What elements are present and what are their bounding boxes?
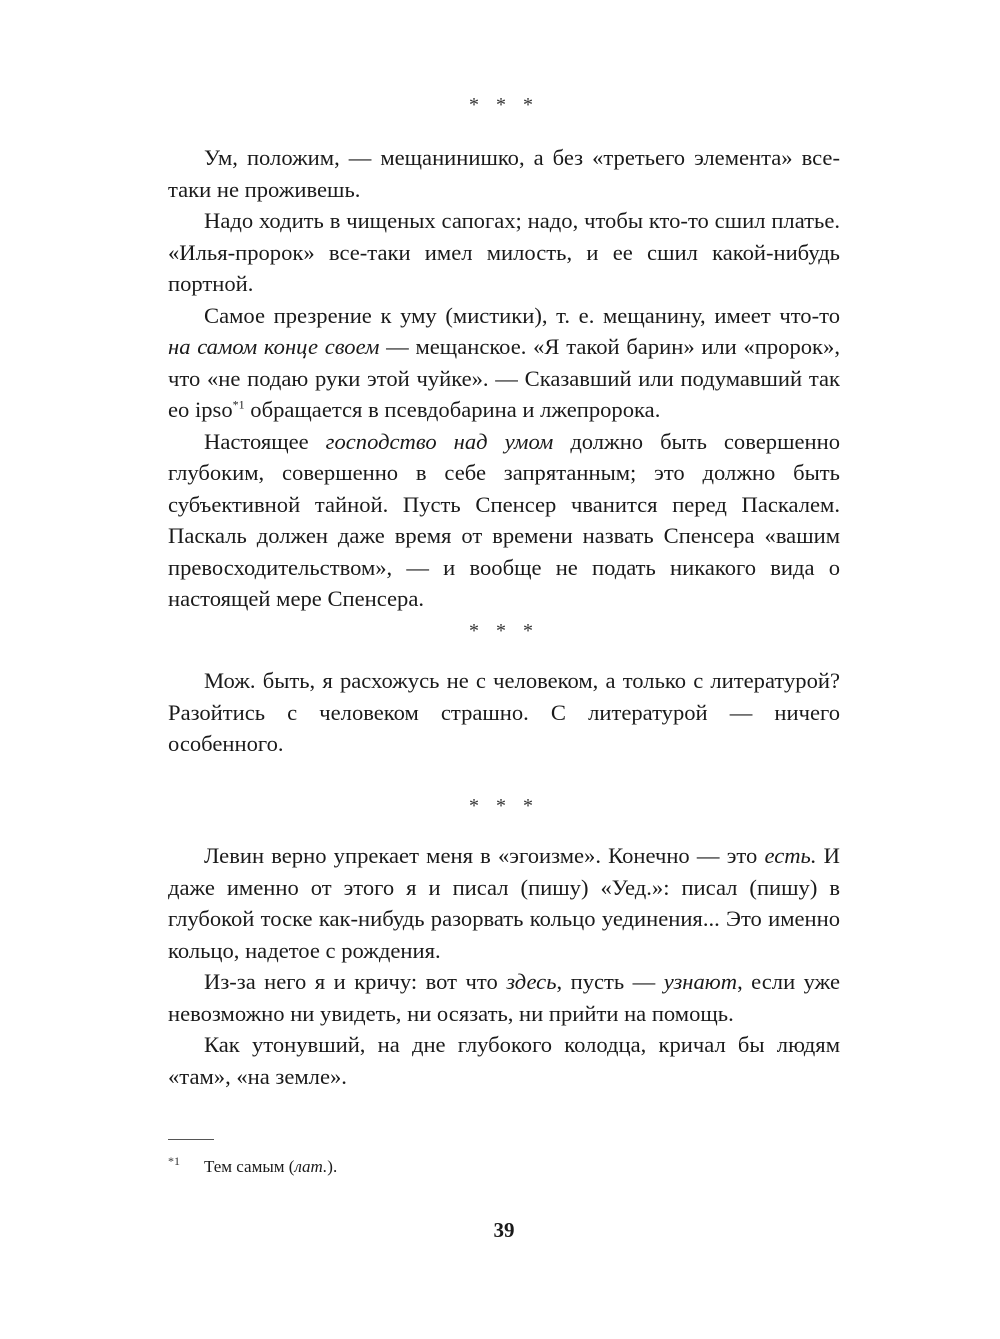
text-run: — мещанское. «Я такой барин» или «пророк», что «не подаю руки этой чуйке». — Сказавший или подумавший так eo ipso xyxy=(168,334,840,422)
paragraph: Ум, положим, — мещанинишко, а без «третьего элемента» все-таки не проживешь. xyxy=(168,145,840,202)
section-2 xyxy=(168,665,840,760)
section-separator: * * * xyxy=(469,795,539,817)
paragraph xyxy=(168,426,840,615)
section-separator: * * * xyxy=(469,94,539,116)
paragraph xyxy=(168,300,840,426)
text-run: Левин верно упрекает меня в «эгоизме». Конечно — это xyxy=(204,843,765,868)
paragraph xyxy=(168,966,840,1029)
footnote-divider xyxy=(168,1139,214,1140)
footnote-text: ). xyxy=(327,1157,338,1176)
footnote-reference: *1 xyxy=(232,397,245,412)
italic-text: лат. xyxy=(294,1157,328,1176)
text-run: обращается в псевдобарина и лжепророка. xyxy=(244,397,661,422)
text-run: Из-за него я и кричу: вот что xyxy=(204,969,507,994)
page-number: 39 xyxy=(493,1218,515,1242)
text-run: Самое презрение к уму (мистики), т. е. мещанину, имеет что-то xyxy=(204,302,840,328)
section-1 xyxy=(168,142,840,615)
text-run: Настоящее xyxy=(204,428,326,454)
footnote-text: Тем самым ( xyxy=(204,1157,295,1176)
text-run: , если уже невозможно ни увидеть, ни осязать, ни прийти на помощь. xyxy=(168,969,840,1026)
paragraph: Надо ходить в чищеных сапогах; надо, чтобы кто-то сшил платье. «Илья-пророк» все-таки имел милость, и ее сшил какой-нибудь портной. xyxy=(168,208,840,296)
italic-text: господство над умом xyxy=(325,428,554,454)
section-3 xyxy=(168,840,840,1092)
italic-text: есть. xyxy=(764,843,817,868)
text-run: , пусть — xyxy=(556,969,664,994)
text-run: должно быть совершенно глубоким, совершенно в себе запрятанным; это должно быть субъективной тайной. Пусть Спенсер чванится перед Паскалем. Паскаль должен даже время от времени назвать Спенсера «вашим превосходительством», — и вообще не подать никакого вида о настоящей мере Спенсера. xyxy=(168,428,840,611)
italic-text: здесь xyxy=(506,969,557,994)
paragraph: Мож. быть, я расхожусь не с человеком, а только с литературой? Разойтись с человеком страшно. С литературой — ничего особенного. xyxy=(168,668,840,756)
italic-text: на самом конце своем xyxy=(168,334,380,359)
section-separator: * * * xyxy=(469,620,539,642)
paragraph: Как утонувший, на дне глубокого колодца, кричал бы людям «там», «на земле». xyxy=(168,1032,840,1089)
italic-text: узнают xyxy=(663,969,738,994)
book-page xyxy=(168,0,840,1339)
paragraph xyxy=(168,840,840,966)
footnote: *1 Тем самым (лат.). xyxy=(168,1154,338,1176)
text-run: И даже именно от этого я и писал (пишу) «Уед.»: писал (пишу) в глубокой тоске как-нибудь разорвать кольцо уединения... Это именно кольцо, надетое с рождения. xyxy=(168,843,840,963)
